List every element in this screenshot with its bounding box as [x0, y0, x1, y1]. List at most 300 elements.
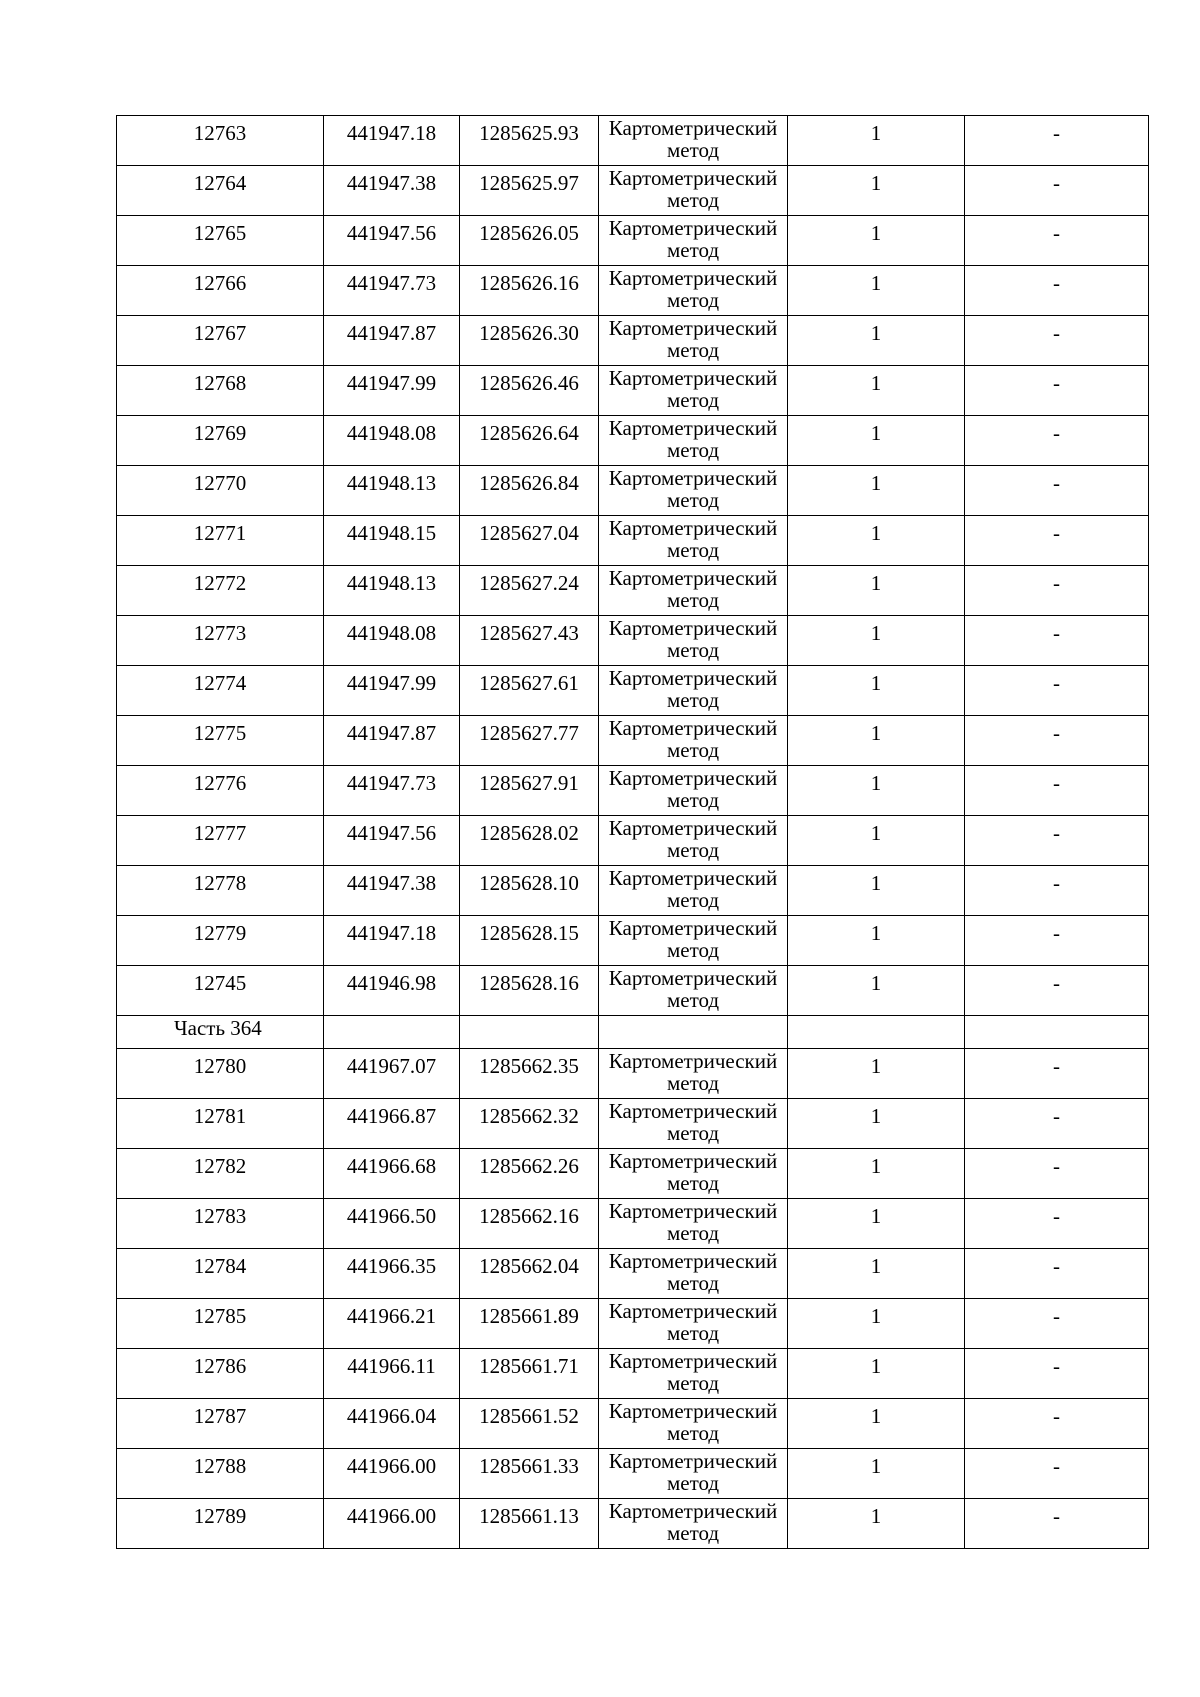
x-coordinate-cell [324, 1049, 460, 1099]
table-row [117, 1449, 1149, 1499]
description-cell [965, 516, 1149, 566]
method-cell [599, 1049, 788, 1099]
x-coordinate-text: 441948.08 [346, 621, 437, 645]
accuracy-text: 1 [870, 1304, 882, 1328]
method-text: Картометрический метод [608, 1049, 778, 1095]
point-number-text: 12765 [193, 221, 247, 245]
y-coordinate-cell [460, 216, 599, 266]
accuracy-cell [788, 566, 965, 616]
table-row [117, 216, 1149, 266]
method-text: Картометрический метод [608, 1349, 778, 1395]
description-text: - [1053, 1154, 1060, 1178]
method-cell [599, 716, 788, 766]
point-number-text: 12782 [193, 1154, 247, 1178]
y-coordinate-cell [460, 866, 599, 916]
accuracy-text: 1 [870, 321, 882, 345]
point-number-text: 12763 [193, 121, 247, 145]
y-coordinate-text: 1285628.10 [479, 871, 579, 895]
accuracy-text: 1 [870, 121, 882, 145]
point-number-text: 12786 [193, 1354, 247, 1378]
y-coordinate-text: 1285661.13 [479, 1504, 579, 1528]
description-text: - [1053, 1254, 1060, 1278]
x-coordinate-text: 441966.87 [346, 1104, 437, 1128]
point-number-text: 12780 [193, 1054, 247, 1078]
accuracy-text: 1 [870, 221, 882, 245]
method-cell [599, 516, 788, 566]
accuracy-text: 1 [870, 471, 882, 495]
accuracy-cell [788, 716, 965, 766]
y-coordinate-text: 1285627.04 [479, 521, 579, 545]
y-coordinate-cell [460, 966, 599, 1016]
accuracy-cell [788, 1499, 965, 1549]
accuracy-text: 1 [870, 921, 882, 945]
y-coordinate-text: 1285627.77 [479, 721, 579, 745]
accuracy-text: 1 [870, 1154, 882, 1178]
point-number-text: 12776 [193, 771, 247, 795]
method-cell [599, 566, 788, 616]
y-coordinate-text: 1285627.91 [479, 771, 579, 795]
method-cell [599, 916, 788, 966]
point-number-cell [117, 916, 324, 966]
method-cell [599, 666, 788, 716]
y-coordinate-cell [460, 116, 599, 166]
point-number-text: 12783 [193, 1204, 247, 1228]
y-coordinate-cell [460, 1449, 599, 1499]
description-text: - [1053, 571, 1060, 595]
point-number-text: 12774 [193, 671, 247, 695]
method-cell [599, 966, 788, 1016]
point-number-text: 12777 [193, 821, 247, 845]
x-coordinate-cell [324, 166, 460, 216]
x-coordinate-cell [324, 216, 460, 266]
method-text: Картометрический метод [608, 1249, 778, 1295]
description-cell [965, 866, 1149, 916]
point-number-cell [117, 1149, 324, 1199]
x-coordinate-text: 441947.73 [346, 771, 437, 795]
description-text: - [1053, 971, 1060, 995]
y-coordinate-text: 1285661.71 [479, 1354, 579, 1378]
table-row [117, 666, 1149, 716]
description-cell [965, 1299, 1149, 1349]
method-cell [599, 166, 788, 216]
x-coordinate-text: 441947.99 [346, 371, 437, 395]
x-coordinate-text: 441947.18 [346, 121, 437, 145]
y-coordinate-cell [460, 1049, 599, 1099]
description-cell [965, 166, 1149, 216]
method-text: Картометрический метод [608, 366, 778, 412]
y-coordinate-text: 1285662.32 [479, 1104, 579, 1128]
method-text: Картометрический метод [608, 966, 778, 1012]
y-coordinate-cell [460, 1149, 599, 1199]
point-number-cell [117, 1449, 324, 1499]
point-number-text: 12789 [193, 1504, 247, 1528]
table-row [117, 166, 1149, 216]
point-number-cell [117, 1249, 324, 1299]
accuracy-cell [788, 1199, 965, 1249]
x-coordinate-cell [324, 1499, 460, 1549]
empty-cell [788, 1016, 965, 1049]
point-number-cell [117, 1199, 324, 1249]
description-cell [965, 716, 1149, 766]
method-cell [599, 1199, 788, 1249]
method-cell [599, 1249, 788, 1299]
accuracy-text: 1 [870, 371, 882, 395]
method-cell [599, 616, 788, 666]
point-number-text: 12771 [193, 521, 247, 545]
table-row [117, 1299, 1149, 1349]
x-coordinate-cell [324, 416, 460, 466]
x-coordinate-text: 441948.13 [346, 571, 437, 595]
table-row [117, 816, 1149, 866]
y-coordinate-text: 1285627.61 [479, 671, 579, 695]
description-text: - [1053, 1454, 1060, 1478]
accuracy-cell [788, 116, 965, 166]
y-coordinate-text: 1285626.16 [479, 271, 579, 295]
point-number-cell [117, 1349, 324, 1399]
method-cell [599, 1099, 788, 1149]
table-row [117, 866, 1149, 916]
x-coordinate-cell [324, 966, 460, 1016]
table-row [117, 116, 1149, 166]
method-text: Картометрический метод [608, 916, 778, 962]
x-coordinate-text: 441948.13 [346, 471, 437, 495]
point-number-cell [117, 816, 324, 866]
description-cell [965, 1049, 1149, 1099]
y-coordinate-cell [460, 1299, 599, 1349]
table-row [117, 716, 1149, 766]
y-coordinate-text: 1285626.05 [479, 221, 579, 245]
point-number-cell [117, 1399, 324, 1449]
y-coordinate-cell [460, 516, 599, 566]
point-number-cell [117, 866, 324, 916]
table-row [117, 516, 1149, 566]
x-coordinate-cell [324, 566, 460, 616]
accuracy-cell [788, 416, 965, 466]
method-text: Картометрический метод [608, 316, 778, 362]
y-coordinate-cell [460, 1349, 599, 1399]
y-coordinate-text: 1285626.84 [479, 471, 579, 495]
x-coordinate-cell [324, 316, 460, 366]
description-text: - [1053, 371, 1060, 395]
description-text: - [1053, 771, 1060, 795]
method-text: Картометрический метод [608, 216, 778, 262]
accuracy-cell [788, 1149, 965, 1199]
x-coordinate-cell [324, 1149, 460, 1199]
method-cell [599, 1349, 788, 1399]
description-text: - [1053, 1054, 1060, 1078]
point-number-cell [117, 166, 324, 216]
x-coordinate-text: 441946.98 [346, 971, 437, 995]
method-text: Картометрический метод [608, 1449, 778, 1495]
x-coordinate-text: 441966.11 [347, 1354, 436, 1378]
x-coordinate-text: 441947.56 [346, 821, 437, 845]
x-coordinate-text: 441966.00 [346, 1454, 437, 1478]
point-number-text: 12764 [193, 171, 247, 195]
accuracy-cell [788, 666, 965, 716]
description-text: - [1053, 921, 1060, 945]
method-text: Картометрический метод [608, 1499, 778, 1545]
y-coordinate-text: 1285626.30 [479, 321, 579, 345]
point-number-text: 12775 [193, 721, 247, 745]
accuracy-cell [788, 866, 965, 916]
method-text: Картометрический метод [608, 266, 778, 312]
empty-cell [965, 1016, 1149, 1049]
table-row [117, 1199, 1149, 1249]
x-coordinate-cell [324, 666, 460, 716]
empty-cell [460, 1016, 599, 1049]
accuracy-cell [788, 1099, 965, 1149]
x-coordinate-cell [324, 266, 460, 316]
point-number-cell [117, 1049, 324, 1099]
description-text: - [1053, 1404, 1060, 1428]
y-coordinate-cell [460, 1249, 599, 1299]
description-text: - [1053, 321, 1060, 345]
accuracy-text: 1 [870, 971, 882, 995]
y-coordinate-text: 1285662.04 [479, 1254, 579, 1278]
y-coordinate-text: 1285662.16 [479, 1204, 579, 1228]
method-text: Картометрический метод [608, 516, 778, 562]
point-number-text: 12766 [193, 271, 247, 295]
y-coordinate-cell [460, 816, 599, 866]
y-coordinate-cell [460, 166, 599, 216]
point-number-text: 12784 [193, 1254, 247, 1278]
method-text: Картометрический метод [608, 416, 778, 462]
point-number-cell [117, 666, 324, 716]
method-cell [599, 766, 788, 816]
accuracy-text: 1 [870, 1204, 882, 1228]
description-cell [965, 616, 1149, 666]
coordinates-table [116, 115, 1149, 1549]
point-number-text: 12773 [193, 621, 247, 645]
point-number-cell [117, 1299, 324, 1349]
accuracy-cell [788, 1049, 965, 1099]
description-cell [965, 1099, 1149, 1149]
description-text: - [1053, 1204, 1060, 1228]
point-number-text: 12778 [193, 871, 247, 895]
method-cell [599, 866, 788, 916]
x-coordinate-cell [324, 1199, 460, 1249]
point-number-cell [117, 1099, 324, 1149]
accuracy-text: 1 [870, 771, 882, 795]
method-cell [599, 1149, 788, 1199]
table-row [117, 766, 1149, 816]
description-text: - [1053, 621, 1060, 645]
method-cell [599, 316, 788, 366]
description-text: - [1053, 871, 1060, 895]
x-coordinate-cell [324, 766, 460, 816]
y-coordinate-text: 1285627.43 [479, 621, 579, 645]
accuracy-text: 1 [870, 821, 882, 845]
x-coordinate-cell [324, 1099, 460, 1149]
x-coordinate-text: 441966.04 [346, 1404, 437, 1428]
y-coordinate-text: 1285628.16 [479, 971, 579, 995]
x-coordinate-text: 441947.73 [346, 271, 437, 295]
x-coordinate-cell [324, 866, 460, 916]
y-coordinate-text: 1285661.89 [479, 1304, 579, 1328]
accuracy-cell [788, 316, 965, 366]
method-text: Картометрический метод [608, 866, 778, 912]
x-coordinate-cell [324, 916, 460, 966]
accuracy-text: 1 [870, 1404, 882, 1428]
method-cell [599, 816, 788, 866]
point-number-cell [117, 116, 324, 166]
accuracy-cell [788, 1349, 965, 1399]
accuracy-text: 1 [870, 571, 882, 595]
y-coordinate-cell [460, 916, 599, 966]
point-number-cell [117, 216, 324, 266]
point-number-cell [117, 316, 324, 366]
description-cell [965, 1349, 1149, 1399]
table-row [117, 1049, 1149, 1099]
description-cell [965, 916, 1149, 966]
point-number-cell [117, 416, 324, 466]
accuracy-cell [788, 1249, 965, 1299]
method-text: Картометрический метод [608, 1399, 778, 1445]
accuracy-text: 1 [870, 1504, 882, 1528]
y-coordinate-text: 1285662.35 [479, 1054, 579, 1078]
x-coordinate-cell [324, 516, 460, 566]
description-cell [965, 666, 1149, 716]
accuracy-cell [788, 816, 965, 866]
accuracy-text: 1 [870, 671, 882, 695]
accuracy-text: 1 [870, 1054, 882, 1078]
accuracy-cell [788, 366, 965, 416]
y-coordinate-cell [460, 666, 599, 716]
x-coordinate-cell [324, 1399, 460, 1449]
table-row [117, 1149, 1149, 1199]
table-row [117, 416, 1149, 466]
point-number-cell [117, 766, 324, 816]
y-coordinate-cell [460, 566, 599, 616]
description-text: - [1053, 171, 1060, 195]
empty-cell [324, 1016, 460, 1049]
x-coordinate-text: 441947.18 [346, 921, 437, 945]
description-text: - [1053, 821, 1060, 845]
coordinates-table-body [117, 116, 1149, 1549]
y-coordinate-text: 1285661.33 [479, 1454, 579, 1478]
x-coordinate-text: 441966.21 [346, 1304, 437, 1328]
description-text: - [1053, 1104, 1060, 1128]
accuracy-cell [788, 966, 965, 1016]
y-coordinate-cell [460, 366, 599, 416]
x-coordinate-text: 441966.35 [346, 1254, 437, 1278]
description-text: - [1053, 521, 1060, 545]
accuracy-text: 1 [870, 271, 882, 295]
method-cell [599, 266, 788, 316]
description-cell [965, 566, 1149, 616]
description-cell [965, 316, 1149, 366]
y-coordinate-text: 1285626.46 [479, 371, 579, 395]
y-coordinate-text: 1285628.15 [479, 921, 579, 945]
accuracy-cell [788, 616, 965, 666]
table-row [117, 566, 1149, 616]
x-coordinate-cell [324, 816, 460, 866]
accuracy-cell [788, 916, 965, 966]
table-row [117, 966, 1149, 1016]
accuracy-cell [788, 216, 965, 266]
y-coordinate-cell [460, 466, 599, 516]
x-coordinate-text: 441966.68 [346, 1154, 437, 1178]
method-cell [599, 1499, 788, 1549]
description-text: - [1053, 1504, 1060, 1528]
point-number-text: 12788 [193, 1454, 247, 1478]
accuracy-text: 1 [870, 171, 882, 195]
description-cell [965, 1399, 1149, 1449]
table-row [117, 1399, 1149, 1449]
point-number-cell [117, 716, 324, 766]
y-coordinate-text: 1285625.97 [479, 171, 579, 195]
x-coordinate-text: 441948.15 [346, 521, 437, 545]
x-coordinate-text: 441947.87 [346, 321, 437, 345]
point-number-cell [117, 566, 324, 616]
accuracy-text: 1 [870, 1254, 882, 1278]
method-cell [599, 366, 788, 416]
method-text: Картометрический метод [608, 116, 778, 162]
description-text: - [1053, 121, 1060, 145]
method-cell [599, 1299, 788, 1349]
description-cell [965, 966, 1149, 1016]
point-number-text: 12767 [193, 321, 247, 345]
y-coordinate-cell [460, 716, 599, 766]
y-coordinate-text: 1285627.24 [479, 571, 579, 595]
method-text: Картометрический метод [608, 816, 778, 862]
y-coordinate-text: 1285626.64 [479, 421, 579, 445]
description-cell [965, 116, 1149, 166]
y-coordinate-cell [460, 1199, 599, 1249]
description-text: - [1053, 471, 1060, 495]
method-text: Картометрический метод [608, 1099, 778, 1145]
y-coordinate-cell [460, 1499, 599, 1549]
x-coordinate-text: 441948.08 [346, 421, 437, 445]
x-coordinate-cell [324, 1349, 460, 1399]
accuracy-cell [788, 1399, 965, 1449]
accuracy-text: 1 [870, 871, 882, 895]
table-row [117, 1349, 1149, 1399]
part-header-row [117, 1016, 1149, 1049]
method-text: Картометрический метод [608, 1149, 778, 1195]
description-cell [965, 216, 1149, 266]
table-row [117, 266, 1149, 316]
method-text: Картометрический метод [608, 466, 778, 512]
accuracy-cell [788, 466, 965, 516]
point-number-cell [117, 366, 324, 416]
accuracy-text: 1 [870, 1354, 882, 1378]
part-label-cell [117, 1016, 324, 1049]
table-row [117, 1499, 1149, 1549]
table-row [117, 466, 1149, 516]
y-coordinate-cell [460, 616, 599, 666]
description-cell [965, 1449, 1149, 1499]
description-text: - [1053, 271, 1060, 295]
x-coordinate-cell [324, 116, 460, 166]
y-coordinate-cell [460, 766, 599, 816]
description-text: - [1053, 421, 1060, 445]
accuracy-text: 1 [870, 1104, 882, 1128]
method-text: Картометрический метод [608, 166, 778, 212]
x-coordinate-text: 441947.99 [346, 671, 437, 695]
table-row [117, 616, 1149, 666]
description-text: - [1053, 1304, 1060, 1328]
method-text: Картометрический метод [608, 616, 778, 662]
description-cell [965, 1199, 1149, 1249]
description-cell [965, 816, 1149, 866]
method-text: Картометрический метод [608, 1199, 778, 1245]
description-cell [965, 466, 1149, 516]
empty-cell [599, 1016, 788, 1049]
x-coordinate-cell [324, 1249, 460, 1299]
x-coordinate-cell [324, 716, 460, 766]
description-text: - [1053, 1354, 1060, 1378]
